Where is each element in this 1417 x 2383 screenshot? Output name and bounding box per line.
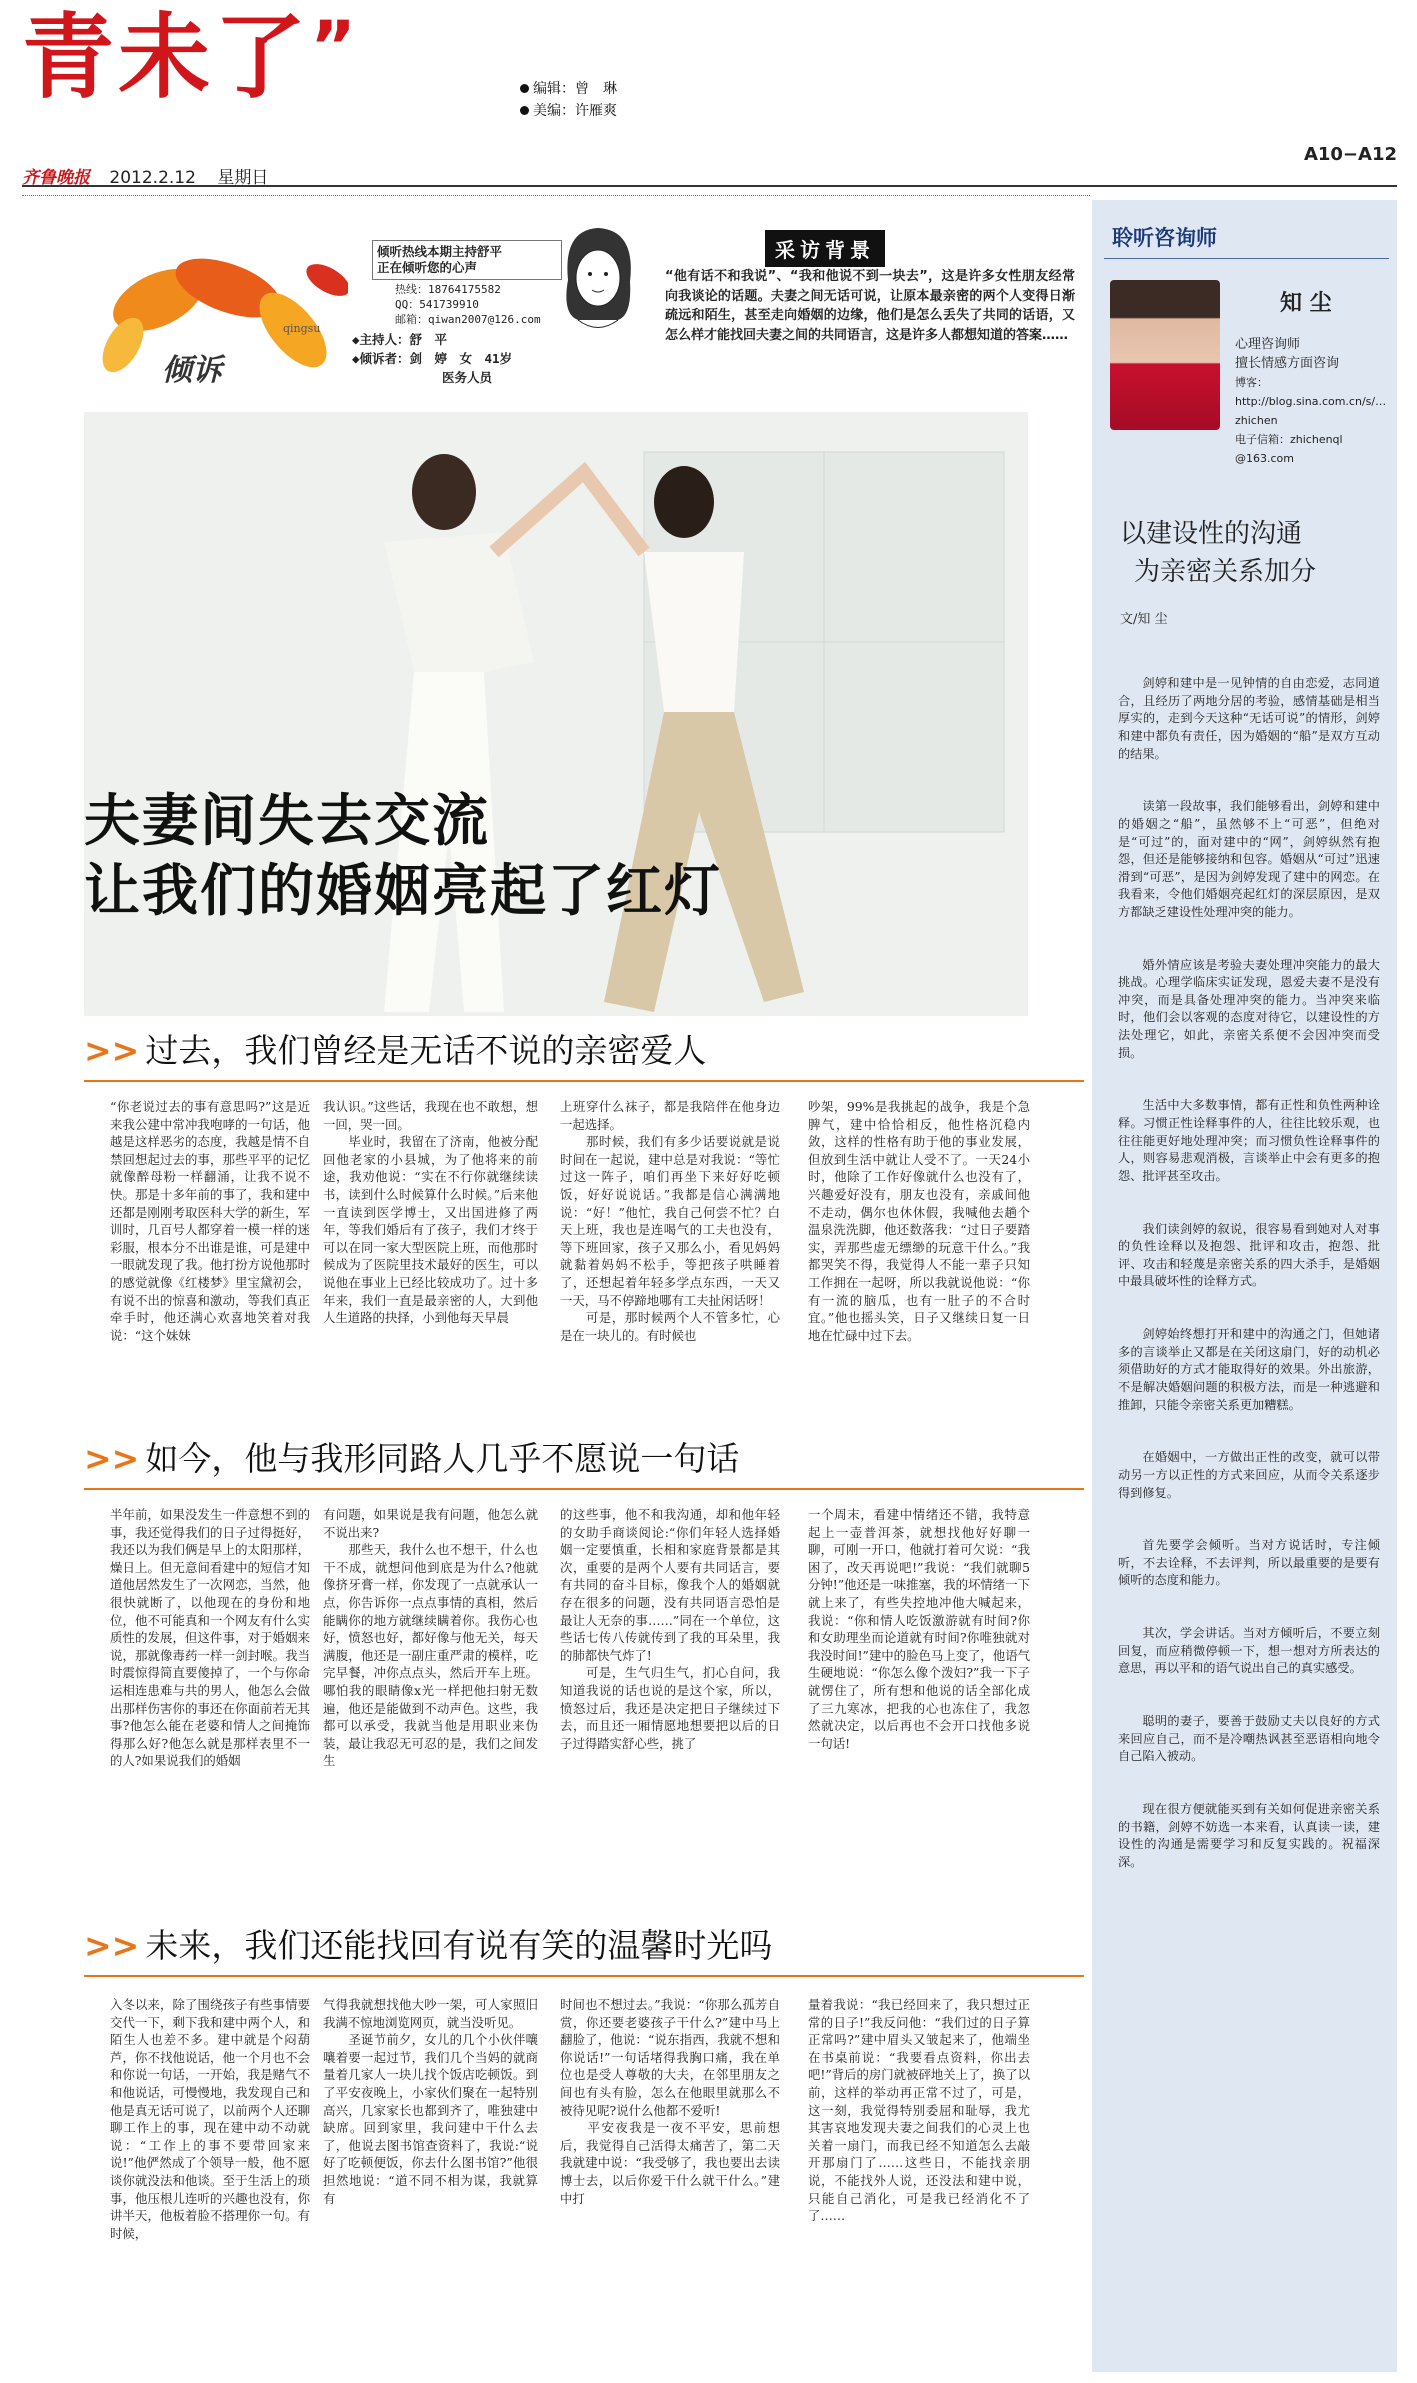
headline-line-1: 夫妻间失去交流 [84,789,490,854]
sidebar-article-title [1120,515,1316,591]
counselor-name: 知 尘 [1280,291,1332,316]
teller-line: ◆倾诉者：剑 婷 女 41岁 [352,351,513,366]
editor-line [520,78,617,100]
arrow-icon: >> [84,1031,140,1070]
counselor-info [1235,335,1390,468]
paper-logo: 齐鲁晚报 [22,168,90,188]
host-line: ◆主持人：舒 平 [352,332,448,347]
counselor-sidebar [1092,200,1397,2372]
section-2-col-1: 半年前，如果没发生一件意想不到的事，我还觉得我们的日子过得挺好，我还以为我们俩是早上的太阳那样，燥日上。但无意间看建中的短信才知道他居然发生了一次网恋，当然，他很快就断了，以他现在的身份和地位，他不可能真和一个网友有什么实质性的发展，但这件事，对于婚姻来说，那就像毒药一样一剑封喉。我当时震惊得简直要傻掉了，一个与你命运相连患难与共的男人，他怎么会做出那样伤害你的事还在你面前若无其事?他怎么能在老婆和情人之间掩饰得那么好?他怎么就是那样表里不一的人?如果说我们的婚姻 [110,1507,310,1769]
section-2-col-4: 一个周末，看建中情绪还不错，我特意起上一壶普洱茶，就想找他好好聊一聊，可刚一开口，他就打着可欠说：“我困了，改天再说吧!”我说：“我们就聊5分钟!”他还是一味推塞，我的坏情绪一下就上来了，有些失控地冲他大喊起来，我说：“你和情人吃饭激游就有时间?你和女助理坐而论道就有时间?你唯独就对我没时间!”建中的脸色马上变了，他语气生硬地说：“你怎么像个泼妇?”我一下子就愣住了，所有想和他说的话全部化成了三九寒冰，把我的心也冻住了，我忽然就决定，以后再也不会开口找他多说一句话! [808,1507,1030,1751]
interview-tag: 采访背景 [765,230,885,267]
designer-line [520,100,617,122]
section-2-heading [84,1433,739,1480]
counselor-blog-2: zhichen [1235,414,1278,427]
article-para: 我们读剑婷的叙说，很容易看到她对人对事的负性诠释以及抱怨、批评和攻击，抱怨、批评、攻击和轻蔑是亲密关系的四大杀手，是婚姻中最具破坏性的诠释方式。 [1118,1221,1380,1289]
section-1-col-1: “你老说过去的事有意思吗?”这是近来我公建中常冲我咆哮的一句话，他越是这样恶劣的态度，我越是情不自禁回想起过去的事，那些平平的记忆就像醉母粉一样翻涌，让我不说不快。那是十多年前的事了，我和建中还都是刚刚考取医科大学的新生，军训时，几百号人都穿着一模一样的迷彩服，根本分不出谁是谁，可是建中一眼就发现了我。他打扮方说他那时的感觉就像《红楼梦》里宝黛初会，有说不出的惊喜和激动，等我们真正牵手时，他还满心欢喜地笑着对我说：“这个妹妹 [110,1099,310,1343]
masthead-quote: ” [310,6,361,88]
article-para: 现在很方便就能买到有关如何促进亲密关系的书籍，剑婷不妨选一本来看，认真读一读，建设性的沟通是需要学习和反复实践的。祝福深深。 [1118,1802,1380,1869]
counselor-photo [1110,280,1220,430]
counselor-email: 电子信箱：zhichenql [1235,433,1343,446]
arrow-icon: >> [84,1926,140,1965]
designer-name: 美编：许雁爽 [533,103,617,119]
section-2-title: 如今，他与我形同路人几乎不愿说一句话 [145,1439,740,1478]
section-3-rule [84,1975,1084,1977]
section-2-col-2: 有问题，如果说是我有问题，他怎么就不说出来? 那些天，我什么也不想干，什么也干不成，就想问他到底是为什么?他就像挤牙膏一样，你发现了一点就承认一点，你告诉你一点点事情的真相，然后能瞒你的地方就继续瞒着你。我伤心也好，愤怒也好，都好像与他无关，每天满腹，他还是一副庄重严肃的模样，吃完早餐，冲你点点头，然后开车上班。哪怕我的眼睛像x光一样把他扫射无数遍，他还是能做到不动声色。这些，我都可以承受，我就当他是用职业来伪装，最让我忍无可忍的是，我们之间发生 [323,1507,538,1769]
section-1-title: 过去，我们曾经是无话不说的亲密爱人 [145,1031,707,1070]
sidebar-article-body [1118,640,1380,1907]
section-3-heading [84,1920,772,1967]
email-address: 邮箱：qiwan2007@126.com [395,313,541,326]
sidebar-column-title: 聆听咨询师 [1112,226,1217,250]
section-1-heading [84,1025,706,1072]
section-3-col-1: 入冬以来，除了围绕孩子有些事情要交代一下，剩下我和建中两个人，和陌生人也差不多。建中就是个闷葫芦，你不找他说话，他一个月也不会和你说一句话，一开始，我是赌气不和他说话，可慢慢地，我发现自己和他是真无话可说了，以前两个人还聊聊工作上的事，现在建中动不动就说：“工作上的事不要带回家来说!”他俨然成了个领导一般，他不愿谈你就没法和他谈。至于生活上的琐事，他压根儿连听的兴趣也没有，你讲半天，他板着脸不搭理你一句。有时候， [110,1997,310,2241]
article-para: 婚外情应该是考验夫妻处理冲突能力的最大挑战。心理学临床实证发现，恩爱夫妻不是没有冲突，而是具备处理冲突的能力。当冲突来临时，他们会以客观的态度对待它，以建设性的方法处理它，如此，亲密关系便不会因冲突而受损。 [1118,957,1380,1060]
article-para: 聪明的妻子，要善于鼓励丈夫以良好的方式来回应自己，而不是冷嘲热讽甚至恶语相向地令自己陷入被动。 [1118,1714,1380,1764]
couple-photo [84,412,1028,1016]
qq-number: QQ：541739910 [395,298,479,311]
section-1-col-3: 上班穿什么袜子，都是我陪伴在他身边一起选择。 那时候，我们有多少话要说就是说时间在一起说，建中总是对我说：“等忙过这一阵子，咱们再坐下来好好吃顿饭，好好说说话。”我都是信心满满地说：“好！”他忙，我自己何尝不忙？白天上班，我也是连喝气的工夫也没有，等下班回家，孩子又那么小，看见妈妈就黏着妈妈不松手，等把孩子哄睡着了，还想起着年轻多学点东西，一天又一天，马不停蹄地哪有工夫扯闲话呀！ 可是，那时候两个人不管多忙，心是在一块儿的。有时候也 [560,1099,780,1343]
hotline-banner [372,240,562,280]
section-1-col-4: 吵架，99%是我挑起的战争，我是个急脾气，建中恰恰相反，他性格沉稳内敛，这样的性格有助于他的事业发展，但放到生活中就让人受不了。一天24小时，他除了工作好像就什么也没有了，兴趣爱好没有，朋友也没有，亲戚间他不走动，偶尔也休休假，我喊他去趟个温泉洗洗脚，他还数落我：“过日子要踏实，弄那些虚无缥缈的玩意干什么。”我都哭笑不得，我觉得人不能一辈子只知工作拥在一起呀，所以我就说他说：“你有一流的脑瓜，也有一肚子的不合时宜。”他也摇头笑，日子又继续日复一日地在忙碌中过下去。 [808,1099,1030,1343]
editor-credits [520,78,617,122]
counselor-blog: 博客：http://blog.sina.com.cn/s/… [1235,376,1387,408]
article-para: 剑婷始终想打开和建中的沟通之门，但她诸多的言谈举止又都是在关闭这扇门，好的动机必须借助好的方式才能取得好的效果。外出旅游，不是解决婚姻问题的积极方法，而是一种逃避和推卸，只能令亲密关系更加糟糕。 [1118,1327,1380,1412]
counselor-title: 心理咨询师 [1235,337,1301,352]
sidebar-rule [1104,258,1389,259]
issue-weekday: 星期日 [217,168,269,188]
article-para: 生活中大多数事情，都有正性和负性两种诠释。习惯正性诠释事件的人，往往比较乐观，也往往能更好地处理冲突；而习惯负性诠释事件的人，则容易悲观消极，言谈举止中会有更多的抱怨、批评甚至攻击。 [1118,1098,1380,1183]
article-title-line-2: 为亲密关系加分 [1134,557,1317,587]
page-range: A10−A12 [1303,144,1397,165]
section-2-rule [84,1488,1084,1490]
article-para: 首先要学会倾听。当对方说话时，专注倾听，不去诠释，不去评判，所以最重要的是要有倾听的态度和能力。 [1118,1538,1380,1588]
editor-name: 编辑：曾 琳 [533,81,617,97]
divider [22,195,1090,196]
section-3-title: 未来，我们还能找回有说有笑的温馨时光吗 [145,1926,773,1965]
banner-line-1: 倾听热线本期主持舒平 [377,244,503,259]
interview-text: “他有话不和我说”、“我和他说不到一块去”，这是许多女性朋友经常向我谈论的话题。夫妻之间无话可说，让原本最亲密的两个人变得日渐疏远和陌生，甚至走向婚姻的边缘，他们是怎么丢失了共同的话语，又怎么样才能找回夫妻之间的共同语言，这是许多人都想知道的答案…… [665,269,1075,343]
article-para: 读第一段故事，我们能够看出，剑婷和建中的婚姻之“船”，虽然够不上“可恶”，但绝对是“可过”的，面对建中的“网”，剑婷纵然有抱怨，但还是能够接纳和包容。婚姻从“可过”迅速滑到“可恶”，是因为剑婷发现了建中的网恋。在我看来，令他们婚姻亮起红灯的深层原因，是双方都缺乏建设性处理冲突的能力。 [1118,799,1380,919]
hotline-number: 热线：18764175582 [395,283,501,296]
counselor-specialty: 擅长情感方面咨询 [1235,356,1340,371]
article-author: 文/知 尘 [1120,612,1168,627]
section-2-col-3: 的这些事，他不和我沟通，却和他年轻的女助手商谈阅论:“你们年轻人选择婚姻一定要慎重，长相和家庭背景都是其次，重要的是两个人要有共同话言，要有共同的奋斗目标，像我个人的婚姻就存在很多的问题，没有共同语言恐怕是最让人无奈的事……”同在一个单位，这些话七传八传就传到了我的耳朵里，我的肺都快气炸了! 可是，生气归生气，扪心自问，我知道我说的话也说的是这个家，所以，愤怒过后，我还是决定把日子继续过下去，而且还一厢情愿地想要把以后的日子过得踏实舒心些，挑了 [560,1507,780,1751]
article-para: 在婚姻中，一方做出正性的改变，就可以带动另一方以正性的方式来回应，从而令关系逐步得到修复。 [1118,1450,1380,1500]
date-bar [22,163,1397,187]
section-3-col-4: 量着我说：“我已经回来了，我只想过正常的日子!”我反问他：“我们过的日子算正常吗?”建中眉头又皱起来了，他端坐在书桌前说：“我要看点资料，你出去吧!”背后的房门就被砰地关上了，换了以前，这样的举动再正常不过了，可是，这一刻，我觉得特别委屈和耻辱，我尤其害哀地发现夫妻之间我们的心灵上也关着一扇门，而我已经不知道怎么去敲开那扇门了……这些日，不能找亲朋说，不能找外人说，还没法和建中说，只能自己消化，可是我已经消化不了了…… [808,1997,1030,2224]
contact-info [395,282,541,327]
teller-job: 医务人员 [442,370,493,385]
host-portrait-sketch [548,220,648,340]
section-3-col-2: 气得我就想找他大吵一架，可人家照旧我满不惊地浏览网页，就当没听见。 圣诞节前夕，女儿的几个小伙伴嚷嚷着要一起过节，我们几个当妈的就商量着几家人一块儿找个饭店吃顿饭。到了平安夜晚上，小家伙们聚在一起特别高兴，几家家长也都到齐了，唯独建中缺席。回到家里，我问建中干什么去了，他说去图书馆查资料了，我说:“说好了吃顿便饭，你去什么图书馆?”他很担然地说：“道不同不相为谋，我就算有 [323,1997,538,2206]
section-3-col-3: 时间也不想过去。”我说：“你那么孤芳自赏，你还要老婆孩子干什么?”建中马上翻脸了，他说：“说东指西，我就不想和你说话!”一句话堵得我胸口痛，我在单位也是受人尊敬的大夫，在邻里朋友之间也有头有脸，怎么在他眼里就那么不被待见呢?说什么他都不爱听! 平安夜我是一夜不平安，思前想后，我觉得自己活得太痛苦了，第二天我就建中说：“我受够了，我也要出去读博士去，以后你爱干什么就干什么。”建中打 [560,1997,780,2206]
host-info [352,330,512,387]
article-title-line-1: 以建设性的沟通 [1120,519,1303,549]
brand-mark: 倾诉 [162,353,222,388]
article-para: 剑婷和建中是一见钟情的自由恋爱，志同道合，且经历了两地分居的考验，感情基础是相当厚实的，走到今天这种“无话可说”的情形，剑婷和建中都负有责任，因为婚姻的“船”是双方互动的结果。 [1118,676,1380,761]
masthead-title [22,4,361,111]
section-1-col-2: 我认识。”这些话，我现在也不敢想，想一回，哭一回。 毕业时，我留在了济南，他被分配回他老家的小县城，为了他将来的前途，我劝他说：“实在不行你就继续读书，读到什么时候算什么时候。”后来他一直读到医学博士，又出国进修了两年，等我们婚后有了孩子，我们才终于可以在同一家大型医院上班，而他那时候成为了医院里技术最好的医生，可以说他在事业上已经比较成功了。过十多年来，我们一直是最亲密的人，大到他人生道路的抉择，小到他每天早晨 [323,1099,538,1326]
section-1-rule [84,1080,1084,1082]
brand-pinyin: qingsu [283,322,321,335]
masthead-text: 青未了 [22,4,311,111]
arrow-icon: >> [84,1439,140,1478]
article-para: 其次，学会讲话。当对方倾听后，不要立刻回复，而应稍微停顿一下，想一想对方所表达的意思，再以平和的语气说出自己的真实感受。 [1118,1626,1380,1676]
headline-line-2: 让我们的婚姻亮起了红灯 [84,859,722,924]
issue-date: 2012.2.12 [109,168,196,188]
banner-line-2: 正在倾听您的心声 [377,260,478,275]
counselor-email-2: @163.com [1235,452,1294,465]
